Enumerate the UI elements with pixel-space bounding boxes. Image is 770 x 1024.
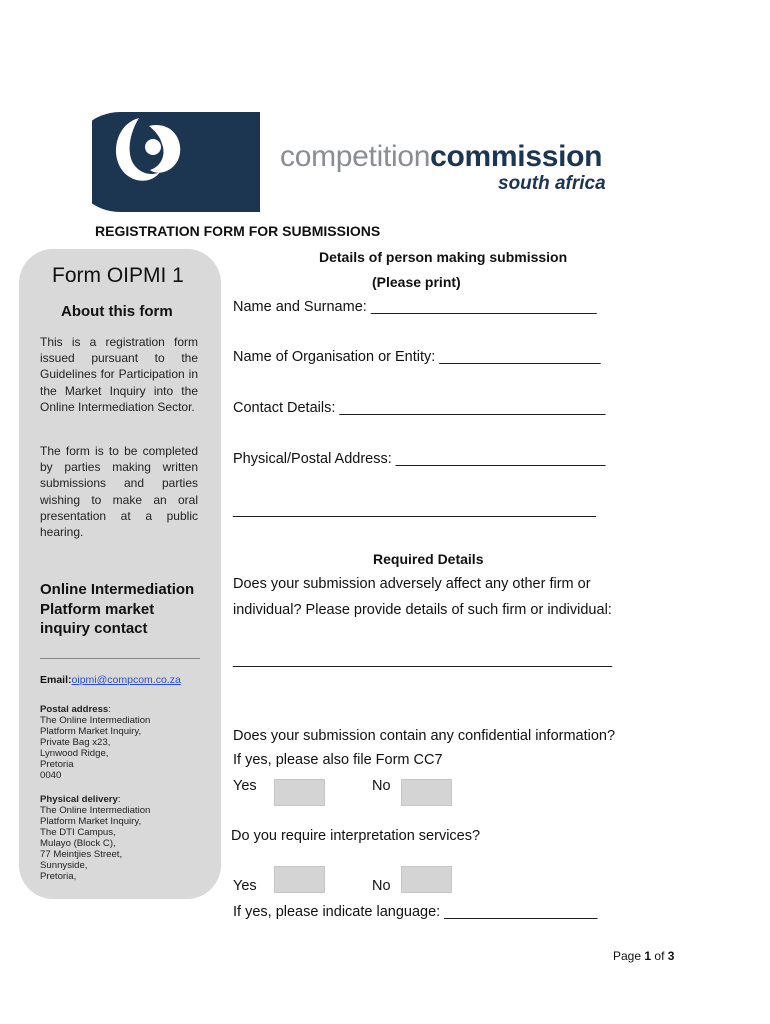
confidential-no-label: No [372,778,391,794]
question-interpretation: Do you require interpretation services? [231,828,481,844]
postal-line: Lynwood Ridge, [40,748,109,759]
physical-line: 77 Meintjies Street, [40,849,123,860]
page-title: REGISTRATION FORM FOR SUBMISSIONS [95,223,381,239]
postal-address: Postal address: The Online Intermediation Platform Market Inquiry, Private Bag x23, Lynwood Ridge, Pretoria 0040 [40,704,151,781]
contact-details-field[interactable]: Contact Details: _________________________________ [233,400,606,416]
interpretation-no-label: No [372,878,391,894]
physical-line: Pretoria, [40,871,77,882]
page-current: 1 [644,949,652,963]
page-of-word: of [654,949,665,963]
contact-heading: Online Intermediation Platform market inquiry contact [40,581,195,637]
required-details-heading: Required Details [373,551,484,567]
logo-word-commission: commission [430,140,603,173]
please-print-note: (Please print) [372,274,461,290]
physical-label: Physical delivery [40,794,118,805]
logo-word-competition: competition [280,140,431,173]
organisation-field[interactable]: Name of Organisation or Entity: ____________________ [233,349,601,365]
question-affect-line2: individual? Please provide details of such firm or individual: [233,602,612,618]
physical-address: Physical delivery: The Online Intermediation Platform Market Inquiry, The DTI Campus, Mulayo (Block C), 77 Meintjies Street, Sunnyside, Pretoria, [40,794,151,882]
logo-subtitle: south africa [498,173,606,194]
interpretation-no-checkbox[interactable] [401,866,452,893]
postal-address-field[interactable]: Physical/Postal Address: __________________________ [233,451,606,467]
about-paragraph-2: The form is to be completed by parties making written submissions and parties wishing to make an oral presentation at a public hearing. [40,444,198,540]
confidential-yes-checkbox[interactable] [274,779,325,806]
physical-line: Platform Market Inquiry, [40,816,142,827]
question-confidential-line1: Does your submission contain any confidential information? [233,728,616,744]
competition-commission-logo-mark [92,112,262,212]
postal-address-field-line2[interactable]: _____________________________________________ [233,502,596,518]
confidential-yes-label: Yes [233,778,257,794]
interpretation-yes-checkbox[interactable] [274,866,325,893]
page-word: Page [613,949,642,963]
name-surname-field[interactable]: Name and Surname: ____________________________ [233,299,597,315]
email-link[interactable]: oipmi@compcom.co.za [71,674,181,686]
postal-line: Platform Market Inquiry, [40,726,142,737]
logo-wordmark [280,140,602,174]
postal-line: Private Bag x23, [40,737,111,748]
physical-line: The Online Intermediation [40,805,151,816]
postal-line: 0040 [40,770,62,781]
page-total: 3 [667,949,675,963]
postal-line: Pretoria [40,759,74,770]
form-name: Form OIPMI 1 [52,264,184,287]
postal-label: Postal address [40,704,109,715]
question-affect-line1: Does your submission adversely affect any other firm or [233,576,591,592]
confidential-no-checkbox[interactable] [401,779,452,806]
physical-line: Mulayo (Block C), [40,838,116,849]
language-field[interactable]: If yes, please indicate language: ___________________ [233,904,598,920]
page-number [613,949,674,963]
about-heading: About this form [61,303,173,320]
affected-parties-field[interactable]: _______________________________________________ [233,652,613,668]
interpretation-yes-label: Yes [233,878,257,894]
about-paragraph-1: This is a registration form issued pursuant to the Guidelines for Participation in the Market Inquiry into the Online Intermediation Sector. [40,335,198,414]
sidebar-divider [40,658,200,659]
email-contact [40,674,181,686]
email-label: Email: [40,674,72,686]
question-confidential-line2: If yes, please also file Form CC7 [233,752,443,768]
physical-line: Sunnyside, [40,860,88,871]
postal-line: The Online Intermediation [40,715,151,726]
physical-line: The DTI Campus, [40,827,116,838]
details-heading: Details of person making submission [319,249,568,265]
